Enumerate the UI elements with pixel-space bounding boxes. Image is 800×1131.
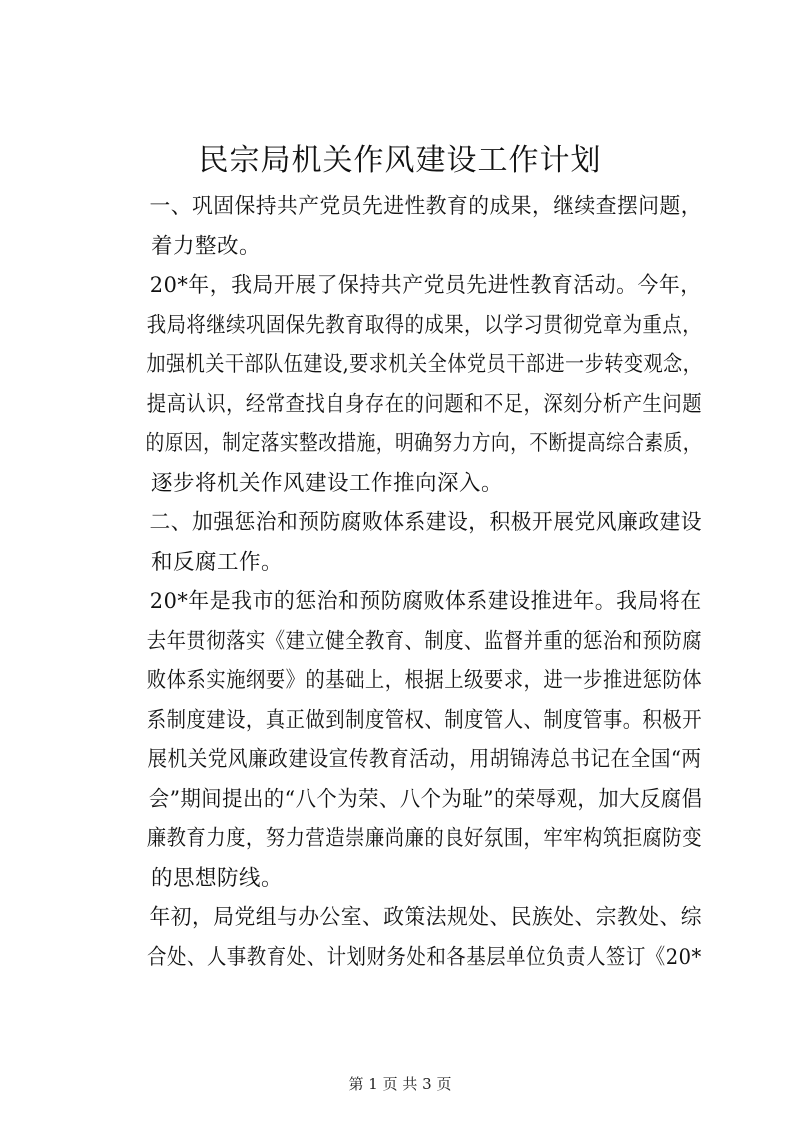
document-title: 民宗局机关作风建设工作计划 [198,143,602,178]
paragraph-line: 合处、人事教育处、计划财务处和各基层单位负责人签订《20* [146,944,702,970]
paragraph [108,503,702,582]
paragraph [108,898,702,977]
paragraph-line: 的原因，制定落实整改措施，明确努力方向，不断提高综合素质， [145,431,702,456]
paragraph [108,266,702,503]
document-body [108,187,702,977]
paragraph-line: 会”期间提出的“八个为荣、八个为耻”的荣辱观，加大反腐倡 [148,786,703,812]
paragraph [108,582,702,898]
paragraph-line: 的思想防线。 [151,865,284,891]
paragraph-line: 廉教育力度，努力营造崇廉尚廉的良好氛围，牢牢构筑拒腐防变 [146,826,703,851]
paragraph-line: 我局将继续巩固保先教育取得的成果，以学习贯彻党章为重点， [146,312,703,338]
paragraph-line: 二、加强惩治和预防腐败体系建设，积极开展党风廉政建设 [149,510,703,535]
page-number-footer: 第 1 页 共 3 页 [348,1075,452,1093]
paragraph-line: 去年贯彻落实《建立健全教育、制度、监督并重的惩治和预防腐 [146,628,703,654]
paragraph-line: 展机关党风廉政建设宣传教育活动，用胡锦涛总书记在全国“两 [147,747,702,772]
paragraph [108,187,702,266]
paragraph-line: 20*年，我局开展了保持共产党员先进性教育活动。今年， [149,273,702,298]
paragraph-line: 加强机关干部队伍建设,要求机关全体党员干部进一步转变观念， [146,352,703,377]
paragraph-line: 提高认识，经常查找自身存在的问题和不足，深刻分析产生问题 [146,391,703,417]
paragraph-line: 逐步将机关作风建设工作推向深入。 [151,470,504,496]
paragraph-line: 年初，局党组与办公室、政策法规处、民族处、宗教处、综 [149,905,703,930]
paragraph-line: 一、巩固保持共产党员先进性教育的成果，继续查摆问题， [149,194,703,219]
paragraph-line: 败体系实施纲要》的基础上，根据上级要求，进一步推进惩防体 [146,668,703,693]
paragraph-line: 着力整改。 [151,233,262,259]
paragraph-line: 和反腐工作。 [151,549,284,575]
paragraph-line: 20*年是我市的惩治和预防腐败体系建设推进年。我局将在 [149,589,702,614]
paragraph-line: 系制度建设，真正做到制度管权、制度管人、制度管事。积极开 [146,707,703,733]
